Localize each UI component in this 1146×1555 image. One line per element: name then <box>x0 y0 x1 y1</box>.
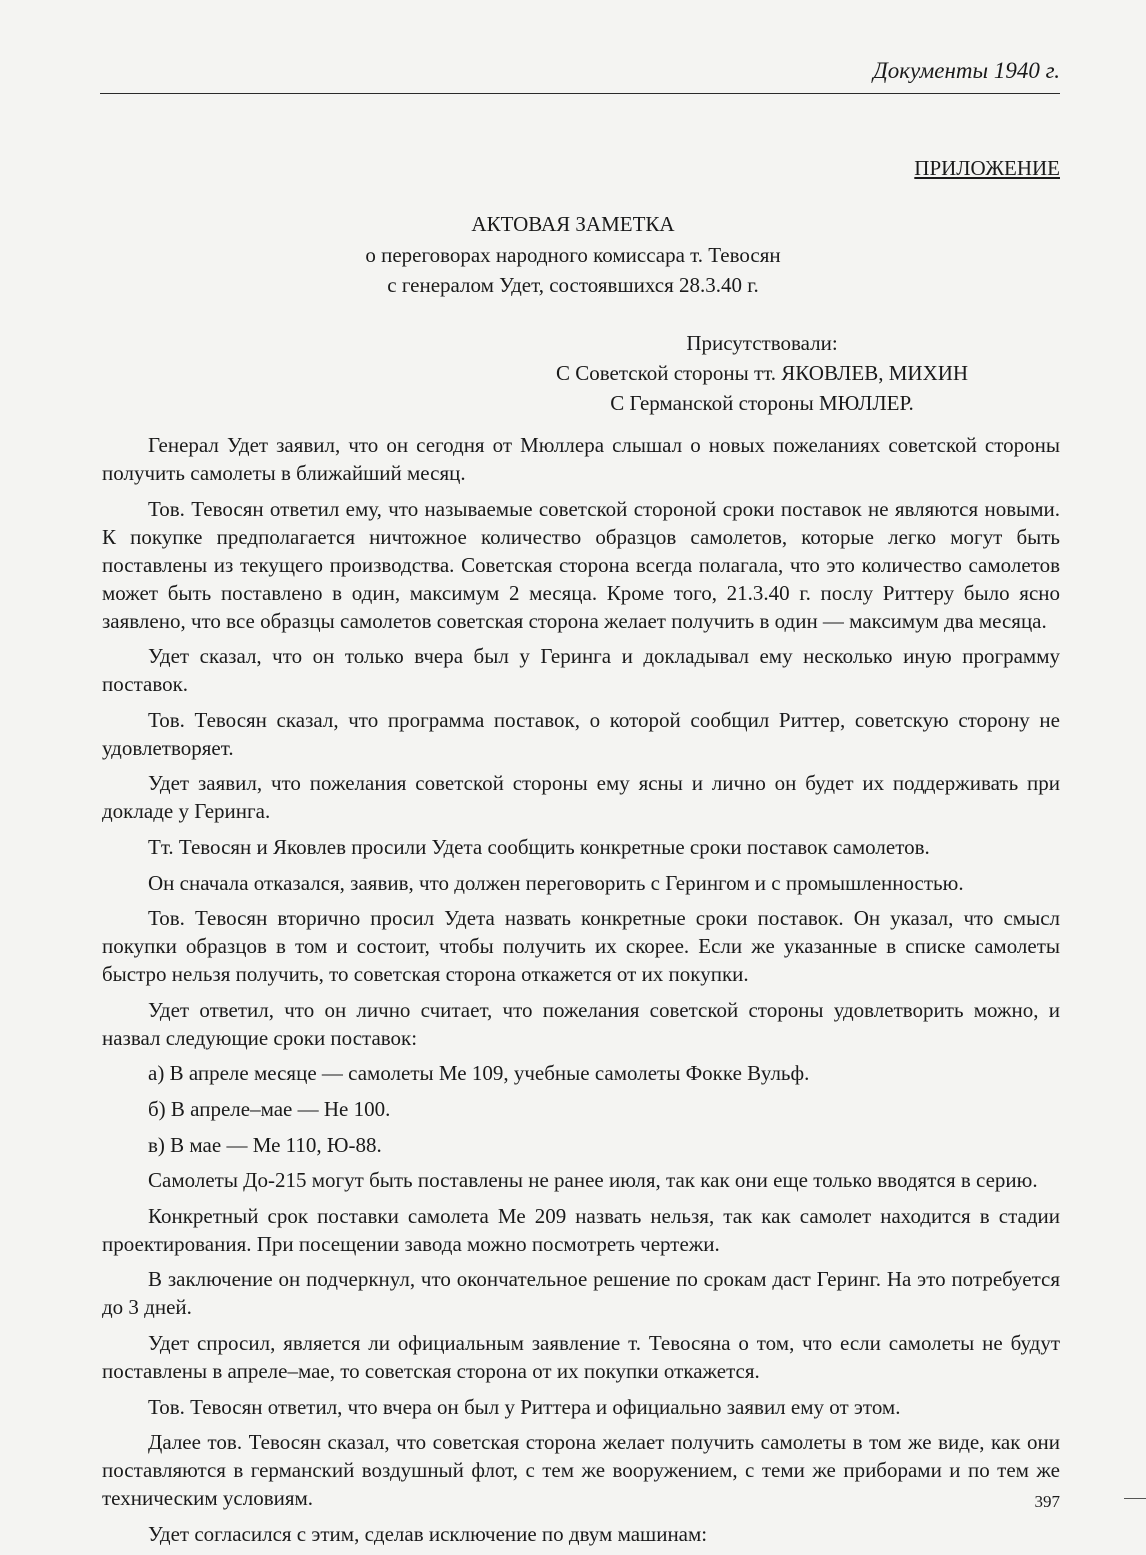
attendance-block <box>527 328 997 418</box>
attendance-german-side: С Германской стороны МЮЛЛЕР. <box>610 391 914 415</box>
body-paragraph: Конкретный срок поставки самолета Ме 209 назвать нельзя, так как самолет находится в стадии проектирования. При посещении завода можно посмотреть чертежи. <box>102 1203 1060 1256</box>
body-paragraph: Он сначала отказался, заявив, что должен переговорить с Герингом и с промышленностью. <box>148 870 964 895</box>
running-header-title: Документы 1940 г. <box>873 58 1060 83</box>
document-body <box>102 431 1060 1555</box>
attendance-soviet-side: С Советской стороны тт. ЯКОВЛЕВ, МИХИН <box>555 361 969 385</box>
body-paragraph: Генерал Удет заявил, что он сегодня от Мюллера слышал о новых пожеланиях советской стороны получить самолеты в ближайший месяц. <box>102 433 1060 485</box>
appendix-label: ПРИЛОЖЕНИЕ <box>914 156 1060 180</box>
body-paragraph: Удет ответил, что он лично считает, что пожелания советской стороны удовлетворить можно, и назвал следующие сроки поставок: <box>102 997 1060 1050</box>
body-paragraph: Тт. Тевосян и Яковлев просили Удета сообщить конкретные сроки поставок самолетов. <box>148 834 930 859</box>
page-edge-mark <box>1124 1498 1146 1499</box>
delivery-schedule-item: а) В апреле месяце — самолеты Ме 109, учебные самолеты Фокке Вульф. <box>148 1061 810 1086</box>
delivery-schedule-item: в) В мае — Ме 110, Ю-88. <box>148 1132 382 1157</box>
body-paragraph: Удет заявил, что пожелания советской стороны ему ясны и лично он будет их поддерживать при докладе у Геринга. <box>102 771 1060 824</box>
body-paragraph: Тов. Тевосян ответил ему, что называемые советской стороной сроки поставок не являются новыми. К покупке предполагается ничтожное количество образцов самолетов, которые легко могут быть поставлены из текущего производства. Советская сторона всегда полагала, что это количество самолетов может быть поставлено в один, максимум 2 месяца. Кроме того, 21.3.40 г. послу Риттеру было ясно заявлено, что все образцы самолетов советская сторона желает получить в один — максимум два месяца. <box>102 496 1060 633</box>
body-paragraph: Удет спросил, является ли официальным заявление т. Тевосяна о том, что если самолеты не будут поставлены в апреле–мае, то советская сторона от их покупки откажется. <box>102 1330 1060 1383</box>
body-paragraph: Самолеты До-215 могут быть поставлены не ранее июля, так как они еще только вводятся в серию. <box>148 1168 1038 1193</box>
document-title: АКТОВАЯ ЗАМЕТКА <box>471 212 675 236</box>
body-paragraph: Тов. Тевосян ответил, что вчера он был у Риттера и официально заявил ему от этом. <box>148 1394 901 1419</box>
body-paragraph: Далее тов. Тевосян сказал, что советская сторона желает получить самолеты в том же виде, как они поставляются в германский воздушный флот, с тем же вооружением, с теми же приборами и по тем же техническим условиям. <box>102 1430 1060 1511</box>
body-paragraph: В заключение он подчеркнул, что окончательное решение по срокам даст Геринг. На это потребуется до 3 дней. <box>102 1267 1060 1320</box>
header-rule <box>100 93 1060 94</box>
document-subtitle-line: о переговорах народного комиссара т. Тевосян <box>365 243 781 267</box>
attendance-heading: Присутствовали: <box>686 331 838 355</box>
body-paragraph: Удет согласился с этим, сделав исключение по двум машинам: <box>148 1521 708 1546</box>
body-paragraph: Удет сказал, что он только вчера был у Геринга и докладывал ему несколько иную программу поставок. <box>102 644 1060 697</box>
page-number: 397 <box>1034 1492 1060 1511</box>
document-subtitle-line: с генералом Удет, состоявшихся 28.3.40 г. <box>387 273 759 297</box>
delivery-schedule-item: б) В апреле–мае — Не 100. <box>148 1096 391 1121</box>
body-paragraph: Тов. Тевосян сказал, что программа поставок, о которой сообщил Риттер, советскую сторону не удовлетворяет. <box>102 707 1060 760</box>
body-paragraph: Тов. Тевосян вторично просил Удета назвать конкретные сроки поставок. Он указал, что смысл покупки образцов в том и состоит, чтобы получить их скорее. Если же указанные в списке самолеты быстро нельзя получить, то советская сторона откажется от их покупки. <box>102 906 1060 987</box>
